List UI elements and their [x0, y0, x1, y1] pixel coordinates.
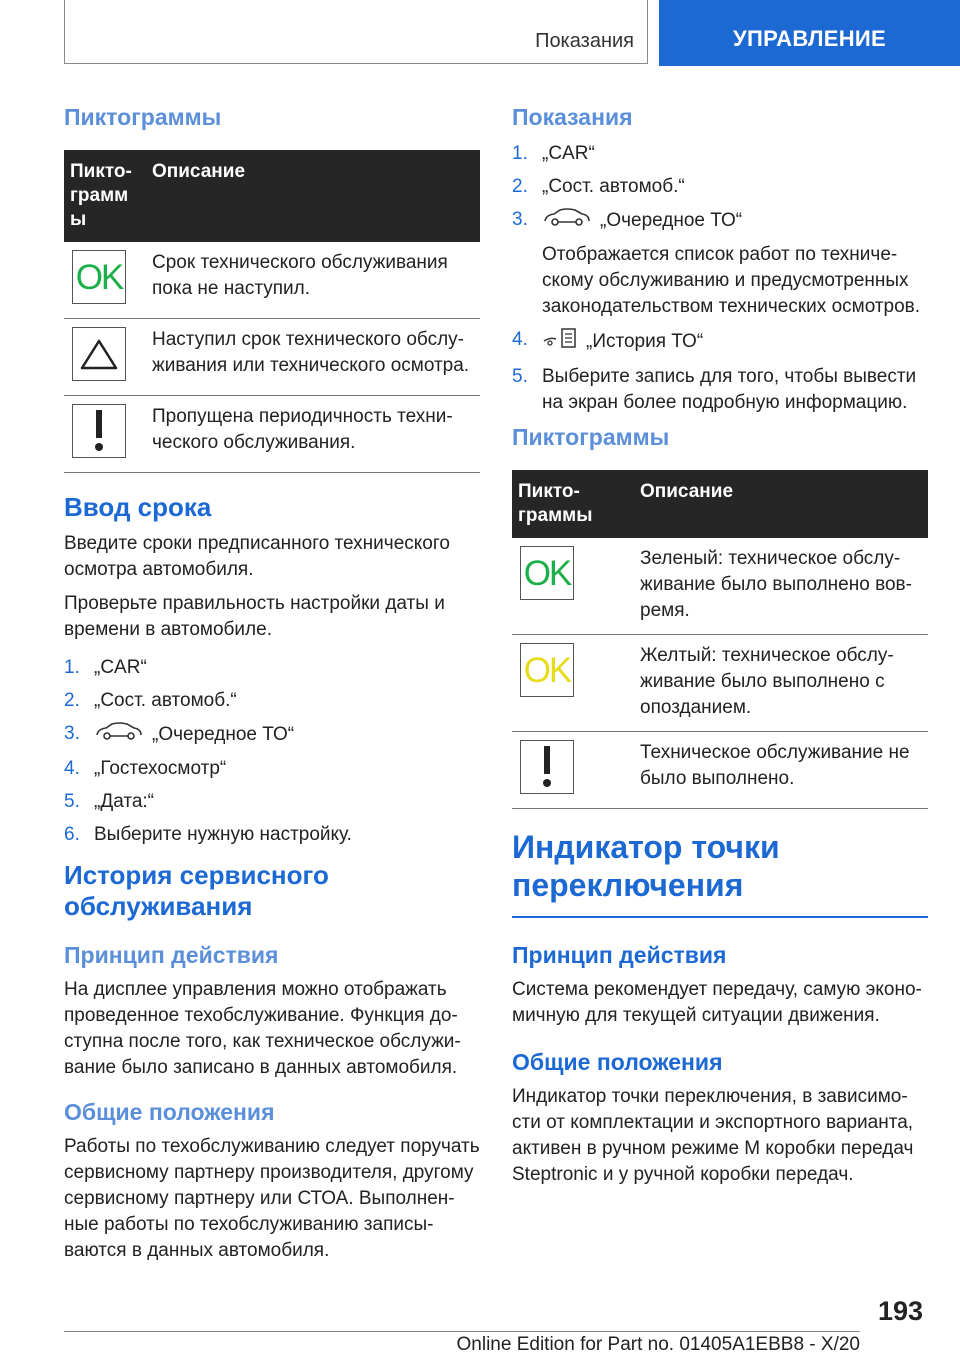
car-icon: [94, 721, 144, 749]
header-section-title: Показания: [535, 30, 634, 52]
principle-text: На дисплее управления можно отображать проведенное техобслуживание. Функция до-ступна после того, как техническое обслужи-вание было записано в данных автомобиля.: [64, 979, 461, 1078]
table-row: [64, 396, 480, 473]
ok-green-icon: OK: [520, 546, 574, 600]
exclamation-icon: [520, 740, 574, 794]
pictogram-table: [64, 150, 480, 473]
ok-yellow-icon: OK: [520, 643, 574, 697]
readings-heading: Показания: [512, 104, 633, 130]
row-description: Зеленый: техническое обслу-живание было выполнено вов-ремя.: [634, 538, 928, 635]
service-history-icon: [542, 327, 578, 357]
date-paragraph-2: Проверьте правильность настройки даты и времени в автомобиле.: [64, 593, 445, 640]
shift-indicator-section: [512, 828, 928, 1188]
general-heading: Общие положения: [64, 1099, 275, 1125]
history-heading: История сервисного обслуживания: [64, 860, 329, 921]
row-description: Наступил срок технического обслу-живания или технического осмотра.: [146, 319, 480, 396]
readings-section: [512, 104, 928, 423]
header-chapter-tab[interactable]: УПРАВЛЕНИЕ: [659, 0, 960, 66]
ok-green-icon: OK: [72, 250, 126, 304]
step3-description: Отображается список работ по техниче-скому обслуживанию и предусмотренных законодательством технических осмотров.: [542, 244, 921, 317]
footer-divider: [64, 1331, 860, 1332]
row-description: Желтый: техническое обслу-живание было выполнено с опозданием.: [634, 635, 928, 732]
list-item: 5. „Дата:“: [64, 791, 155, 812]
row-description: Срок технического обслуживания пока не наступил.: [146, 242, 480, 319]
edition-footer: Online Edition for Part no. 01405A1EBB8 - X/20: [456, 1334, 860, 1355]
pictograms-heading-right: Пиктограммы: [512, 424, 670, 450]
readings-steps-list: [512, 141, 928, 416]
row-description: Техническое обслуживание не было выполнено.: [634, 732, 928, 809]
general-heading: Общие положения: [512, 1049, 723, 1075]
pictograms-heading: Пиктограммы: [64, 104, 222, 130]
table-header-row: [512, 470, 928, 538]
list-item: 4. „История ТО“: [512, 327, 928, 357]
warning-triangle-icon: [72, 327, 126, 381]
list-item: 1. „CAR“: [512, 143, 595, 164]
general-text: Индикатор точки переключения, в зависимо-сти от комплектации и экспортного варианта, активен в ручном режиме M коробки передач Steptronic и у ручной коробки передач.: [512, 1086, 914, 1185]
car-icon: [542, 207, 592, 235]
col-pictogram-header: Пикто- грамм ы: [64, 150, 146, 242]
shift-heading: Индикатор точки переключения: [512, 829, 780, 903]
result-pictogram-table: [512, 470, 928, 809]
general-text: Работы по техобслуживанию следует поручать сервисному партнеру производителя, другому сервисному партнеру или СТОА. Выполнен-ные работы по техобслуживанию записы-ваются в данных автомобиля.: [64, 1136, 480, 1261]
principle-text: Система рекомендует передачу, самую эконо-мичную для текущей ситуации движения.: [512, 979, 922, 1026]
principle-heading: Принцип действия: [64, 942, 279, 968]
table-row: [64, 242, 480, 319]
list-item: 2. „Сост. автомоб.“: [512, 176, 685, 197]
list-item: 2. „Сост. автомоб.“: [64, 690, 237, 711]
list-item: 3. „Очередное ТО“: [64, 721, 480, 749]
table-row: [512, 732, 928, 809]
table-row: [512, 635, 928, 732]
exclamation-icon: [72, 404, 126, 458]
table-row: [512, 538, 928, 635]
col-description-header: Описание: [634, 470, 928, 538]
col-description-header: Описание: [146, 150, 480, 242]
page-number: 193: [878, 1296, 924, 1326]
history-section: [64, 860, 480, 1264]
list-item: 5. Выберите запись для того, чтобы вывести на экран более подробную информацию.: [512, 366, 917, 413]
date-heading: Ввод срока: [64, 492, 212, 522]
table-row: [64, 319, 480, 396]
date-steps-list: [64, 655, 480, 848]
date-paragraph-1: Введите сроки предписанного технического осмотра автомобиля.: [64, 533, 450, 580]
row-description: Пропущена периодичность техни-ческого обслуживания.: [146, 396, 480, 473]
section-rule: [512, 916, 928, 918]
principle-heading: Принцип действия: [512, 942, 727, 968]
date-section: [64, 492, 480, 855]
list-item: 3. „Очередное ТО“ Отображается список работ по техниче-скому обслуживанию и предусмотренных законодательством технических осмотров.: [512, 207, 928, 320]
col-pictogram-header: Пикто- граммы: [512, 470, 634, 538]
list-item: 6. Выберите нужную настройку.: [64, 824, 352, 845]
table-header-row: [64, 150, 480, 242]
list-item: 1. „CAR“: [64, 657, 147, 678]
list-item: 4. „Гостехосмотр“: [64, 758, 227, 779]
